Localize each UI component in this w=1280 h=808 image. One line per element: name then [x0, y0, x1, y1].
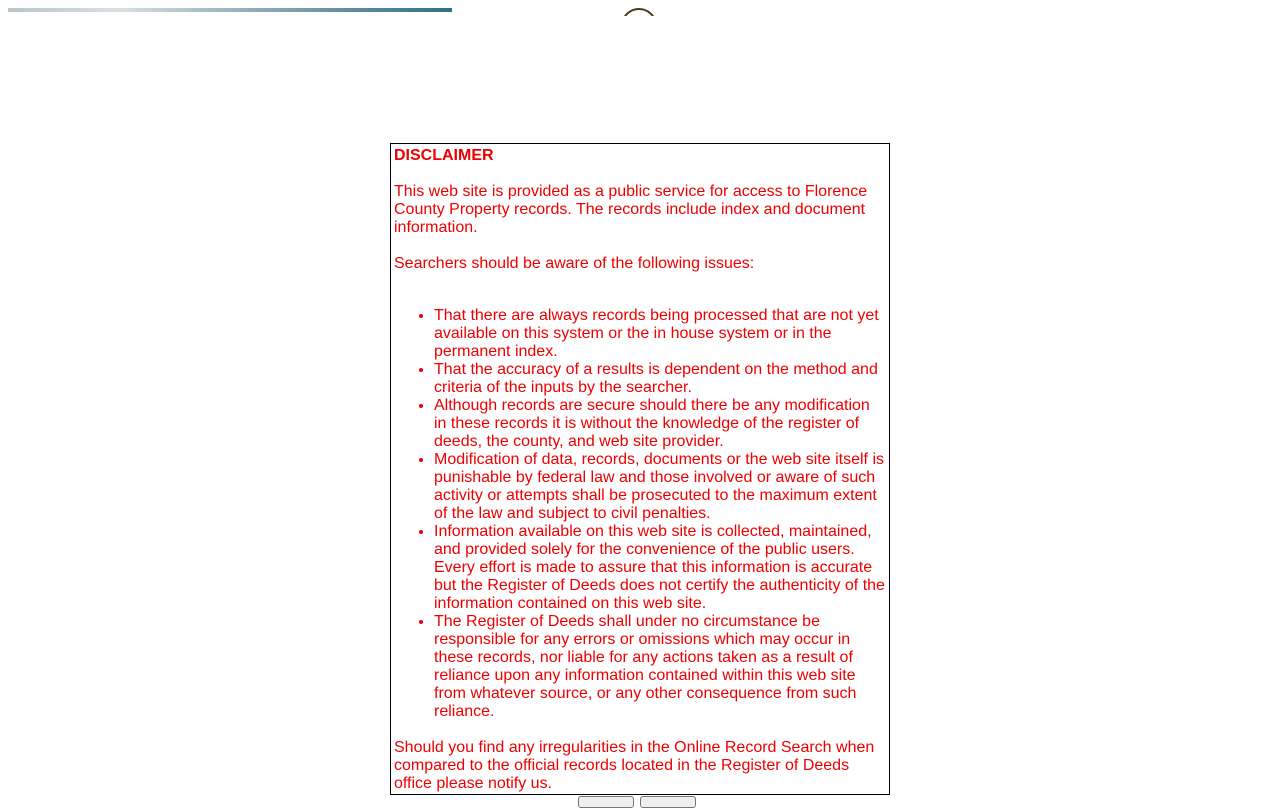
issue-item: • Information available on this web site is collected, maintained, and provided solely for the convenience of the public users. Every effort is made to assure that this information is accurate but the Register of Deeds does not certify the authenticity of the information contained on this web site.	[434, 523, 886, 613]
disclaimer-box	[390, 143, 890, 795]
disclaimer-intro: This web site is provided as a public service for access to Florence County Property records. The records include index and document information.	[394, 183, 868, 236]
disclaimer-closing: Should you find any irregularities in the Online Record Search when compared to the official records located in the Register of Deeds office please notify us.	[394, 739, 875, 792]
disclaimer-button-row	[578, 796, 708, 806]
issue-item: • That there are always records being processed that are not yet available on this system or the in house system or in the permanent index.	[434, 307, 886, 361]
decline-button[interactable]	[640, 796, 696, 808]
issue-item: • Modification of data, records, documents or the web site itself is punishable by federal law and those involved or aware of such activity or attempts shall be prosecuted to the maximum extent of the law and subject to civil penalties.	[434, 451, 886, 523]
header-banner-image	[8, 8, 452, 12]
issue-item: • Although records are secure should there be any modification in these records it is without the knowledge of the register of deeds, the county, and web site provider.	[434, 397, 886, 451]
issues-list	[394, 307, 886, 721]
issue-item: • That the accuracy of a results is dependent on the method and criteria of the inputs by the searcher.	[434, 361, 886, 397]
county-seal-logo	[621, 8, 657, 16]
accept-button[interactable]	[578, 796, 634, 808]
issues-intro: Searchers should be aware of the following issues:	[394, 255, 755, 272]
issue-item: • The Register of Deeds shall under no circumstance be responsible for any errors or omissions which may occur in these records, nor liable for any actions taken as a result of reliance upon any information contained within this web site from whatever source, or any other consequence from such reliance.	[434, 613, 886, 721]
disclaimer-title: DISCLAIMER	[394, 147, 494, 164]
